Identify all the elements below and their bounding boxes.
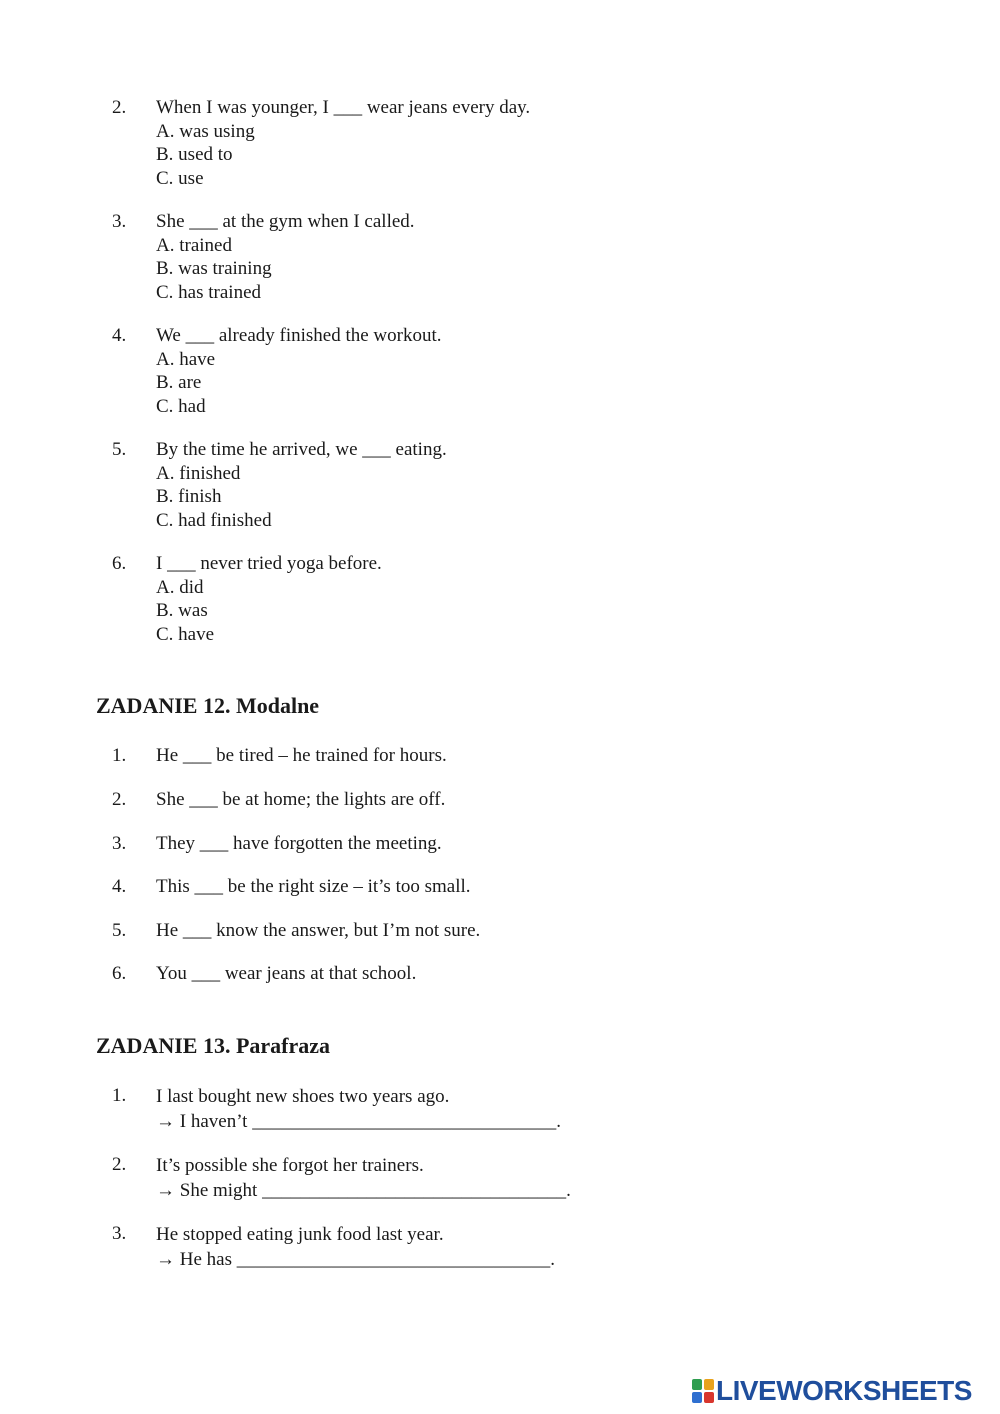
item-number: 4. bbox=[112, 876, 127, 897]
option-a: A. have bbox=[156, 348, 216, 370]
option-b: B. finish bbox=[156, 486, 222, 507]
question-number: 4. bbox=[112, 325, 127, 346]
answer-prompt: → She might ________________________________. bbox=[156, 1180, 571, 1201]
option-a: A. finished bbox=[156, 462, 241, 484]
modal-item-1 bbox=[112, 744, 447, 768]
logo-text: LIVEWORKSHEETS bbox=[716, 1375, 972, 1406]
paraphrase-item-3 bbox=[112, 1222, 555, 1272]
option-c: C. have bbox=[156, 623, 215, 645]
item-text: He ___ be tired – he trained for hours. bbox=[156, 745, 447, 766]
option-c: C. use bbox=[156, 167, 204, 189]
question-number: 2. bbox=[112, 97, 127, 118]
item-text: It’s possible she forgot her trainers. bbox=[156, 1155, 424, 1176]
question-number: 6. bbox=[112, 553, 127, 574]
item-number: 2. bbox=[112, 1154, 127, 1175]
option-b: B. was bbox=[156, 600, 208, 621]
question-stem: She ___ at the gym when I called. bbox=[156, 211, 415, 232]
mc-question-2 bbox=[112, 96, 530, 190]
logo-mark-icon bbox=[692, 1379, 714, 1403]
modal-item-4 bbox=[112, 875, 471, 899]
modal-item-3 bbox=[112, 832, 442, 856]
item-text: He ___ know the answer, but I’m not sure. bbox=[156, 920, 481, 941]
paraphrase-item-2 bbox=[112, 1153, 571, 1203]
logo-square-red bbox=[704, 1392, 714, 1403]
option-a: A. did bbox=[156, 576, 204, 598]
item-text: I last bought new shoes two years ago. bbox=[156, 1086, 450, 1107]
question-number: 3. bbox=[112, 211, 127, 232]
question-stem: We ___ already finished the workout. bbox=[156, 325, 442, 346]
item-number: 2. bbox=[112, 789, 127, 810]
answer-prompt: → He has _________________________________. bbox=[156, 1249, 555, 1270]
option-b: B. are bbox=[156, 372, 202, 393]
mc-question-6 bbox=[112, 552, 382, 646]
item-text: He stopped eating junk food last year. bbox=[156, 1224, 444, 1245]
item-number: 5. bbox=[112, 920, 127, 941]
option-b: B. was training bbox=[156, 258, 272, 279]
option-a: A. was using bbox=[156, 120, 255, 142]
question-stem: When I was younger, I ___ wear jeans every day. bbox=[156, 97, 531, 118]
logo-square-orange bbox=[704, 1379, 714, 1390]
logo-square-blue bbox=[692, 1392, 702, 1403]
question-number: 5. bbox=[112, 439, 127, 460]
option-c: C. has trained bbox=[156, 281, 262, 303]
question-stem: I ___ never tried yoga before. bbox=[156, 553, 382, 574]
item-number: 1. bbox=[112, 1085, 127, 1106]
item-text: They ___ have forgotten the meeting. bbox=[156, 833, 442, 854]
option-b: B. used to bbox=[156, 144, 233, 165]
modal-item-5 bbox=[112, 919, 480, 943]
option-a: A. trained bbox=[156, 234, 232, 256]
item-text: This ___ be the right size – it’s too small. bbox=[156, 876, 471, 897]
mc-question-3 bbox=[112, 210, 415, 304]
logo-square-green bbox=[692, 1379, 702, 1390]
paraphrase-item-1 bbox=[112, 1084, 561, 1134]
item-number: 3. bbox=[112, 833, 127, 854]
modal-item-6 bbox=[112, 962, 416, 986]
answer-prompt: → I haven’t ________________________________. bbox=[156, 1111, 561, 1132]
option-c: C. had finished bbox=[156, 509, 272, 531]
item-number: 3. bbox=[112, 1223, 127, 1244]
task13-heading: ZADANIE 13. Parafraza bbox=[96, 1033, 331, 1058]
question-stem: By the time he arrived, we ___ eating. bbox=[156, 439, 447, 460]
item-number: 6. bbox=[112, 963, 127, 984]
mc-question-5 bbox=[112, 438, 447, 532]
liveworksheets-logo bbox=[692, 1376, 972, 1406]
modal-item-2 bbox=[112, 788, 445, 812]
item-number: 1. bbox=[112, 745, 127, 766]
item-text: She ___ be at home; the lights are off. bbox=[156, 789, 446, 810]
option-c: C. had bbox=[156, 395, 206, 417]
item-text: You ___ wear jeans at that school. bbox=[156, 963, 417, 984]
mc-question-4 bbox=[112, 324, 442, 418]
task12-heading: ZADANIE 12. Modalne bbox=[96, 693, 320, 718]
